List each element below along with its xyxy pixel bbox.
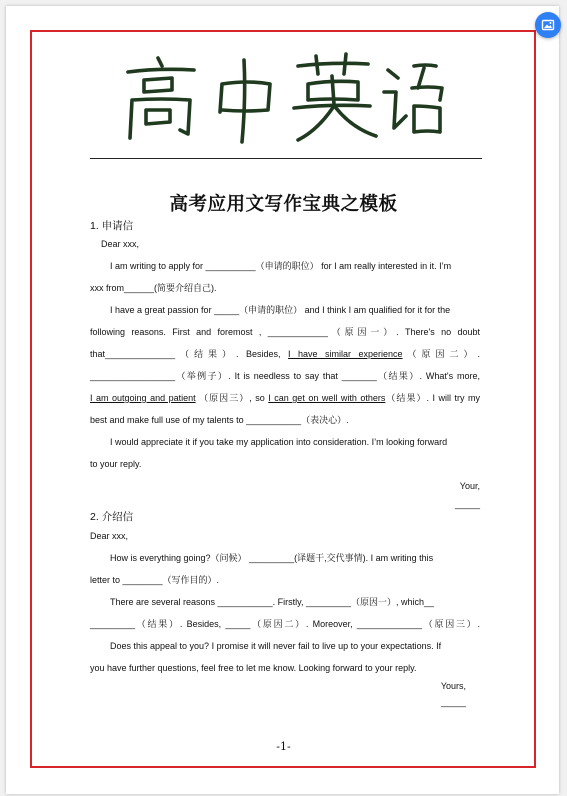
section1-line-2: xxx from______(简要介绍自己).	[90, 283, 217, 293]
section2-line-4: _________（结果）. Besides, _____（原因二）. Moreover, _____________（原因三）.	[90, 619, 480, 629]
section1-line-6: _________________（举例子）. It is needless to say that _______（结果）. What's more,	[90, 371, 480, 381]
section2-closing: Yours,	[440, 681, 466, 691]
section1-line-1: I am writing to apply for __________（申请的职位） for I am really interested in it. I’m	[110, 261, 452, 271]
header-divider	[90, 158, 482, 159]
section2-heading: 2. 介绍信	[90, 511, 134, 523]
underlined-phrase: I have similar experience	[288, 349, 403, 359]
section1-line-7: I am outgoing and patient （原因三）, so I can get on well with others（结果）. I will try my	[90, 393, 481, 403]
section1-line-3: I have a great passion for _____（申请的职位） and I think I am qualified for it for the	[110, 305, 451, 315]
document-title: 高考应用文写作宝典之模板	[169, 194, 398, 215]
section1-line-9: I would appreciate it if you take my application into consideration. I’m looking forward	[110, 437, 448, 447]
section1-signature: _____	[454, 499, 480, 509]
underlined-phrase: I am outgoing and patient	[90, 393, 196, 403]
image-icon	[541, 18, 555, 32]
section2-line-2: letter to ________（写作目的）.	[90, 575, 220, 585]
section1-heading: 1. 申请信	[90, 220, 134, 232]
section2-line-3: There are several reasons ___________. Firstly, _________（原因一）, which__	[110, 597, 435, 607]
section1-line-8: best and make full use of my talents to ___________（表决心）.	[90, 415, 349, 425]
section1-line-4: following reasons. First and foremost , ____________（原因一）. There's no doubt	[90, 327, 480, 337]
image-tool-button[interactable]	[535, 12, 561, 38]
underlined-phrase: I can get on well with others	[268, 393, 386, 403]
section1-line-5: that______________（结果）. Besides, I have similar experience（原因二）.	[90, 349, 480, 359]
page-number: -1-	[276, 740, 291, 753]
section2-line-6: you have further questions, feel free to let me know. Looking forward to your reply.	[90, 663, 417, 673]
section2-greeting: Dear xxx,	[90, 531, 129, 541]
section2-line-1: How is everything going?（问候） _________(译题干,交代事情). I am writing this	[110, 553, 434, 563]
calligraphy-logo	[118, 48, 448, 144]
section1-line-10: to your reply.	[90, 459, 142, 469]
section1-greeting: Dear xxx,	[101, 239, 140, 249]
section2-signature: _____	[440, 697, 466, 707]
section2-line-5: Does this appeal to you? I promise it will never fail to live up to your expectations. If	[110, 641, 442, 651]
section1-closing: Your,	[459, 481, 480, 491]
